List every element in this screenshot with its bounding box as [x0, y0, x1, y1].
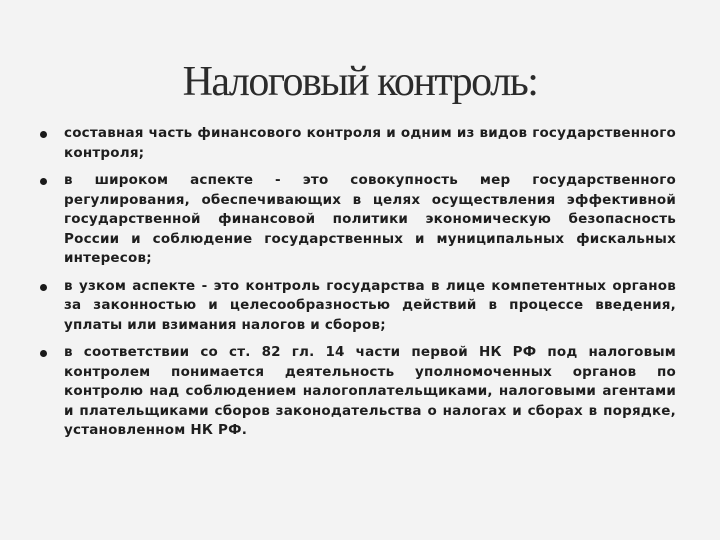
bullet-item — [40, 343, 676, 441]
bullet-item — [40, 124, 676, 163]
bullet-list — [40, 124, 676, 449]
bullet-dot-icon — [40, 178, 47, 185]
bullet-item — [40, 277, 676, 336]
bullet-text: в соответствии со ст. 82 гл. 14 части первой НК РФ под налоговым контролем понимается деятельность уполномоченных органов по контролю над соблюдением налогоплательщиками, налоговыми агентами и плательщиками сборов законодательства о налогах и сборах в порядке, установленном НК РФ. — [64, 344, 676, 438]
bullet-dot-icon — [40, 284, 47, 291]
slide-title: Налоговый контроль: — [182, 59, 538, 105]
bullet-text: в узком аспекте - это контроль государства в лице компетентных органов за законностью и целесообразностью действий в процессе введения, уплаты или взимания налогов и сборов; — [64, 277, 676, 333]
bullet-dot-icon — [40, 350, 47, 357]
bullet-text: составная часть финансового контроля и одним из видов государственного контроля; — [64, 125, 676, 161]
bullet-item — [40, 171, 676, 269]
bullet-dot-icon — [40, 131, 47, 138]
bullet-text: в широком аспекте - это совокупность мер государственного регулирования, обеспечивающих в целях осуществления эффективной государственной финансовой политики экономическую безопасность России и соблюдение государственных и муниципальных фискальных интересов; — [64, 172, 676, 266]
